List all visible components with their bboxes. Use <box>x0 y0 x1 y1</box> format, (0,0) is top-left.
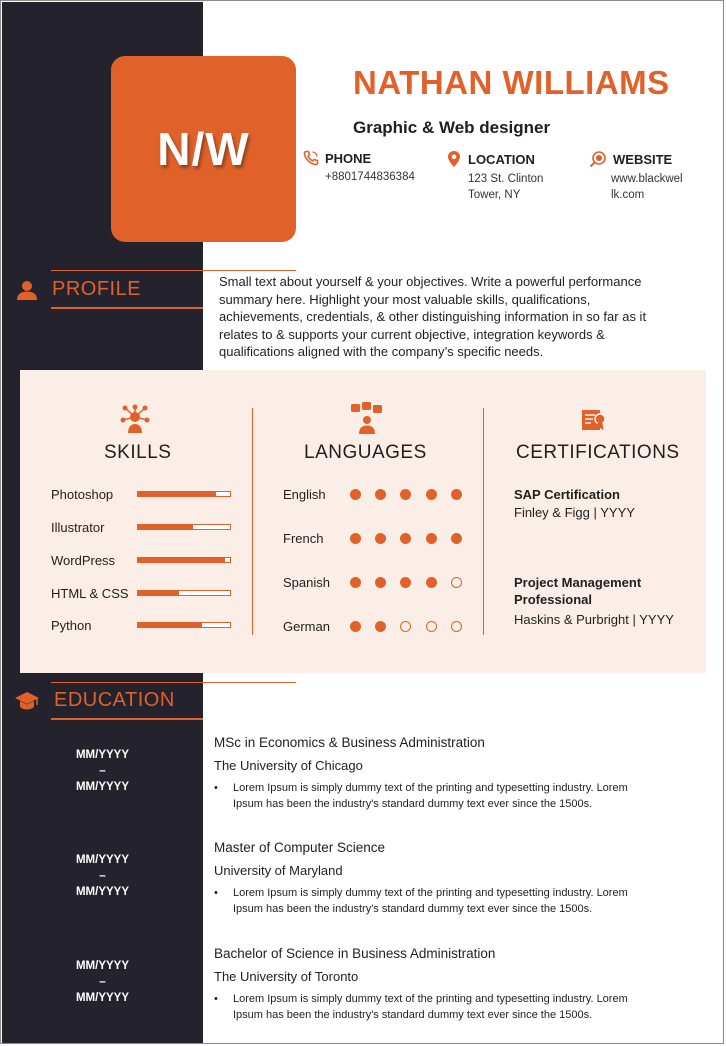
education-degree: Master of Computer Science <box>214 840 386 855</box>
contact-phone <box>303 150 415 185</box>
language-rating-dot <box>350 533 361 544</box>
profile-line: achievements, credentials, & other distinguishing information in so far as it <box>219 309 647 324</box>
skill-bar-fill <box>138 558 225 562</box>
profile-line: relates to & supports your current objective, integration keywords & <box>219 326 605 342</box>
language-rating-dot <box>400 489 411 500</box>
phone-icon <box>303 150 319 166</box>
skill-bar <box>137 557 231 563</box>
education-date-part: – <box>99 870 106 882</box>
education-date-part: MM/YYYY <box>75 781 130 793</box>
skill-bar-fill <box>138 623 202 627</box>
education-date-part: MM/YYYY <box>75 960 130 972</box>
website-line2[interactable]: lk.com <box>611 189 645 201</box>
panel-divider <box>483 408 484 635</box>
phone-value: +8801744836384 <box>325 171 415 183</box>
profile-top-rule <box>51 270 296 271</box>
cert-org: Haskins & Purbright | YYYY <box>514 612 674 627</box>
location-pin-icon <box>446 150 462 168</box>
language-rating-dot <box>451 489 462 500</box>
language-rating-dot <box>426 577 437 588</box>
education-description <box>214 991 684 1023</box>
education-date-part: MM/YYYY <box>75 886 130 898</box>
location-line2: Tower, NY <box>468 189 521 201</box>
profile-line: qualifications aligned with the company’s specific needs. <box>219 344 544 359</box>
skill-bar <box>137 622 231 628</box>
graduation-cap-icon <box>14 690 40 712</box>
skill-bar-fill <box>138 525 193 529</box>
cert-name-line: Project Management <box>514 575 642 590</box>
skill-bar-fill <box>138 591 179 595</box>
education-date-part: MM/YYYY <box>75 992 130 1004</box>
skill-label: Illustrator <box>51 520 105 535</box>
education-top-rule <box>51 682 296 683</box>
education-description <box>214 885 684 917</box>
language-rating-dot <box>375 489 386 500</box>
website-label: WEBSITE <box>613 151 673 167</box>
language-rating-dot <box>451 621 462 632</box>
language-label: Spanish <box>283 575 330 590</box>
skill-bar <box>137 524 231 530</box>
phone-label: PHONE <box>325 150 372 166</box>
skill-bar <box>137 590 231 596</box>
full-name: NATHAN WILLIAMS <box>353 64 670 101</box>
education-date-part: – <box>99 976 106 988</box>
language-rating-dot <box>426 533 437 544</box>
bullet-marker: • <box>214 887 218 899</box>
contact-website <box>589 150 683 203</box>
language-label: German <box>283 619 330 634</box>
language-rating-dot <box>375 577 386 588</box>
skill-bar <box>137 491 231 497</box>
cert-name <box>514 486 664 503</box>
language-rating-dot <box>426 489 437 500</box>
education-description-line: Lorem Ipsum is simply dummy text of the printing and typesetting industry. Lorem <box>233 782 628 794</box>
education-date-part: – <box>99 765 106 777</box>
language-rating-dot <box>350 621 361 632</box>
language-rating-dot <box>375 621 386 632</box>
education-dates <box>2 958 203 1006</box>
skill-label: Photoshop <box>51 487 114 502</box>
contact-location <box>446 150 543 203</box>
initials-text: N/W <box>157 123 250 175</box>
skill-label: Python <box>51 618 92 633</box>
education-description-line: Ipsum has been the industry's standard dummy text ever since the 1500s. <box>233 903 593 915</box>
language-rating-dot <box>451 577 462 588</box>
language-label: French <box>283 531 324 546</box>
education-description-line: Ipsum has been the industry's standard dummy text ever since the 1500s. <box>233 1009 593 1021</box>
education-date-part: MM/YYYY <box>75 854 130 866</box>
cert-org: Finley & Figg | YYYY <box>514 505 635 520</box>
education-school: University of Maryland <box>214 863 343 878</box>
education-description-line: Lorem Ipsum is simply dummy text of the printing and typesetting industry. Lorem <box>233 887 628 899</box>
language-rating-dot <box>400 533 411 544</box>
certificate-icon <box>581 408 607 432</box>
education-school: The University of Toronto <box>214 969 359 984</box>
skill-label: WordPress <box>51 553 116 568</box>
education-dates <box>2 747 203 795</box>
profile-title: PROFILE <box>52 278 142 300</box>
bullet-marker: • <box>214 993 218 1005</box>
cert-name-line: Professional <box>514 592 593 607</box>
globe-icon <box>589 150 607 168</box>
bullet-marker: • <box>214 782 218 794</box>
education-title: EDUCATION <box>54 689 175 711</box>
initials-logo <box>111 56 296 242</box>
language-rating-dot <box>426 621 437 632</box>
education-description-line: Ipsum has been the industry's standard dummy text ever since the 1500s. <box>233 798 593 810</box>
education-heading <box>14 689 175 712</box>
education-underline <box>51 718 203 720</box>
education-dates <box>2 852 203 900</box>
profile-line: Small text about yourself & your objectives. Write a powerful performance <box>219 274 642 289</box>
profile-summary <box>219 273 689 361</box>
education-degree: Bachelor of Science in Business Administration <box>214 946 496 961</box>
cert-name <box>514 574 664 608</box>
language-rating-dot <box>400 621 411 632</box>
skills-title: SKILLS <box>104 442 172 463</box>
cert-name-line: SAP Certification <box>514 487 620 502</box>
network-icon <box>119 404 151 434</box>
skill-label: HTML & CSS <box>51 586 129 601</box>
language-rating-dot <box>375 533 386 544</box>
profile-underline <box>51 307 203 309</box>
language-people-icon <box>350 402 384 434</box>
language-rating-dot <box>350 489 361 500</box>
education-school: The University of Chicago <box>214 758 363 773</box>
languages-title: LANGUAGES <box>304 442 427 463</box>
location-line1: 123 St. Clinton <box>468 173 544 185</box>
person-icon <box>16 279 38 301</box>
language-rating-dot <box>451 533 462 544</box>
skill-bar-fill <box>138 492 216 496</box>
language-rating-dot <box>400 577 411 588</box>
language-rating-dot <box>350 577 361 588</box>
education-date-part: MM/YYYY <box>75 749 130 761</box>
education-description <box>214 780 684 812</box>
education-description-line: Lorem Ipsum is simply dummy text of the printing and typesetting industry. Lorem <box>233 993 628 1005</box>
profile-line: summary here. Highlight your most valuable skills, qualifications, <box>219 291 591 307</box>
profile-heading <box>16 278 141 301</box>
location-label: LOCATION <box>468 151 535 167</box>
job-title: Graphic & Web designer <box>353 118 551 137</box>
website-line1[interactable]: www.blackwel <box>611 173 683 185</box>
education-degree: MSc in Economics & Business Administration <box>214 735 485 750</box>
language-label: English <box>283 487 326 502</box>
panel-divider <box>252 408 253 635</box>
certifications-title: CERTIFICATIONS <box>516 442 680 463</box>
